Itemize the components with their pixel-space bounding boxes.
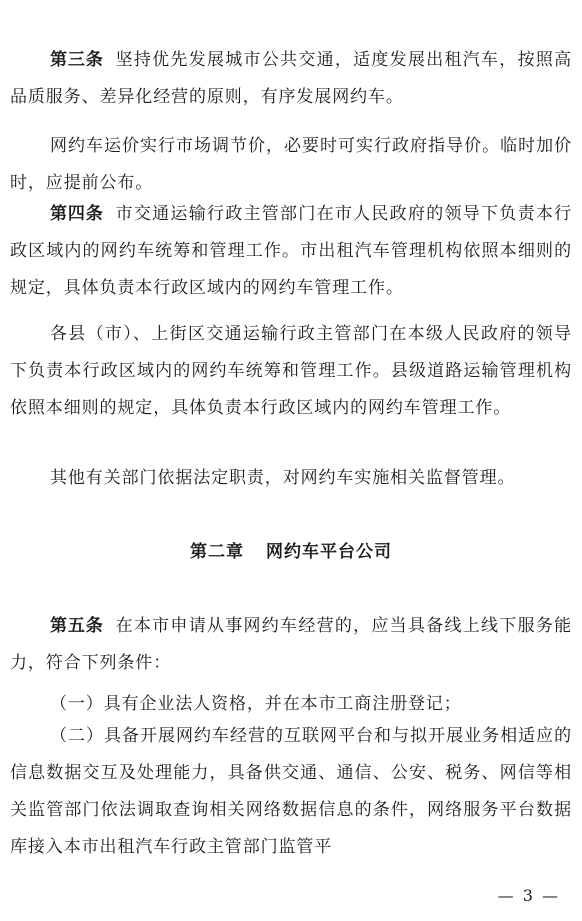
article-3-text: 坚持优先发展城市公共交通，适度发展出租汽车，按照高品质服务、差异化经营的原则，有序发展网约车。 — [10, 50, 573, 107]
article-4-text: 市交通运输行政主管部门在市人民政府的领导下负责本行政区域内的网约车统筹和管理工作。市出租汽车管理机构依照本细则的规定，具体负责本行政区域内的网约车管理工作。 — [10, 204, 573, 298]
page-number: — 3 — — [497, 886, 560, 905]
chapter-heading — [0, 536, 582, 568]
article-5-number: 第五条 — [50, 616, 104, 636]
article-4-paragraph — [0, 196, 582, 307]
article-5-text: 在本市申请从事网约车经营的，应当具备线上线下服务能力，符合下列条件： — [10, 616, 573, 673]
article-5-item-2: （二）具备开展网约车经营的互联网平台和与拟开展业务相适应的信息数据交互及处理能力，具备供交通、通信、公安、税务、网信等相关监管部门依法调取查询相关网络数据信息的条件，网络服务平台数据库接入本市出租汽车行政主管部门监管平 — [10, 726, 572, 857]
article-4-paragraph-2: 各县（市）、上街区交通运输行政主管部门在本级人民政府的领导下负责本行政区域内的网约车统筹和管理工作。县级道路运输管理机构依照本细则的规定，具体负责本行政区域内的网约车管理工作。 — [10, 324, 572, 418]
article-4-number: 第四条 — [50, 204, 104, 224]
article-3-paragraph — [0, 42, 582, 116]
chapter-number: 第二章 — [190, 542, 244, 562]
article-5-paragraph — [0, 608, 582, 682]
chapter-title: 网约车平台公司 — [266, 542, 392, 562]
article-3-paragraph-2: 网约车运价实行市场调节价，必要时可实行政府指导价。临时加价时，应提前公布。 — [10, 136, 572, 193]
article-4-paragraph-3: 其他有关部门依据法定职责，对网约车实施相关监督管理。 — [50, 468, 516, 488]
article-5-item-1: （一）具有企业法人资格，并在本市工商注册登记； — [50, 694, 462, 714]
article-3-number: 第三条 — [50, 50, 104, 70]
